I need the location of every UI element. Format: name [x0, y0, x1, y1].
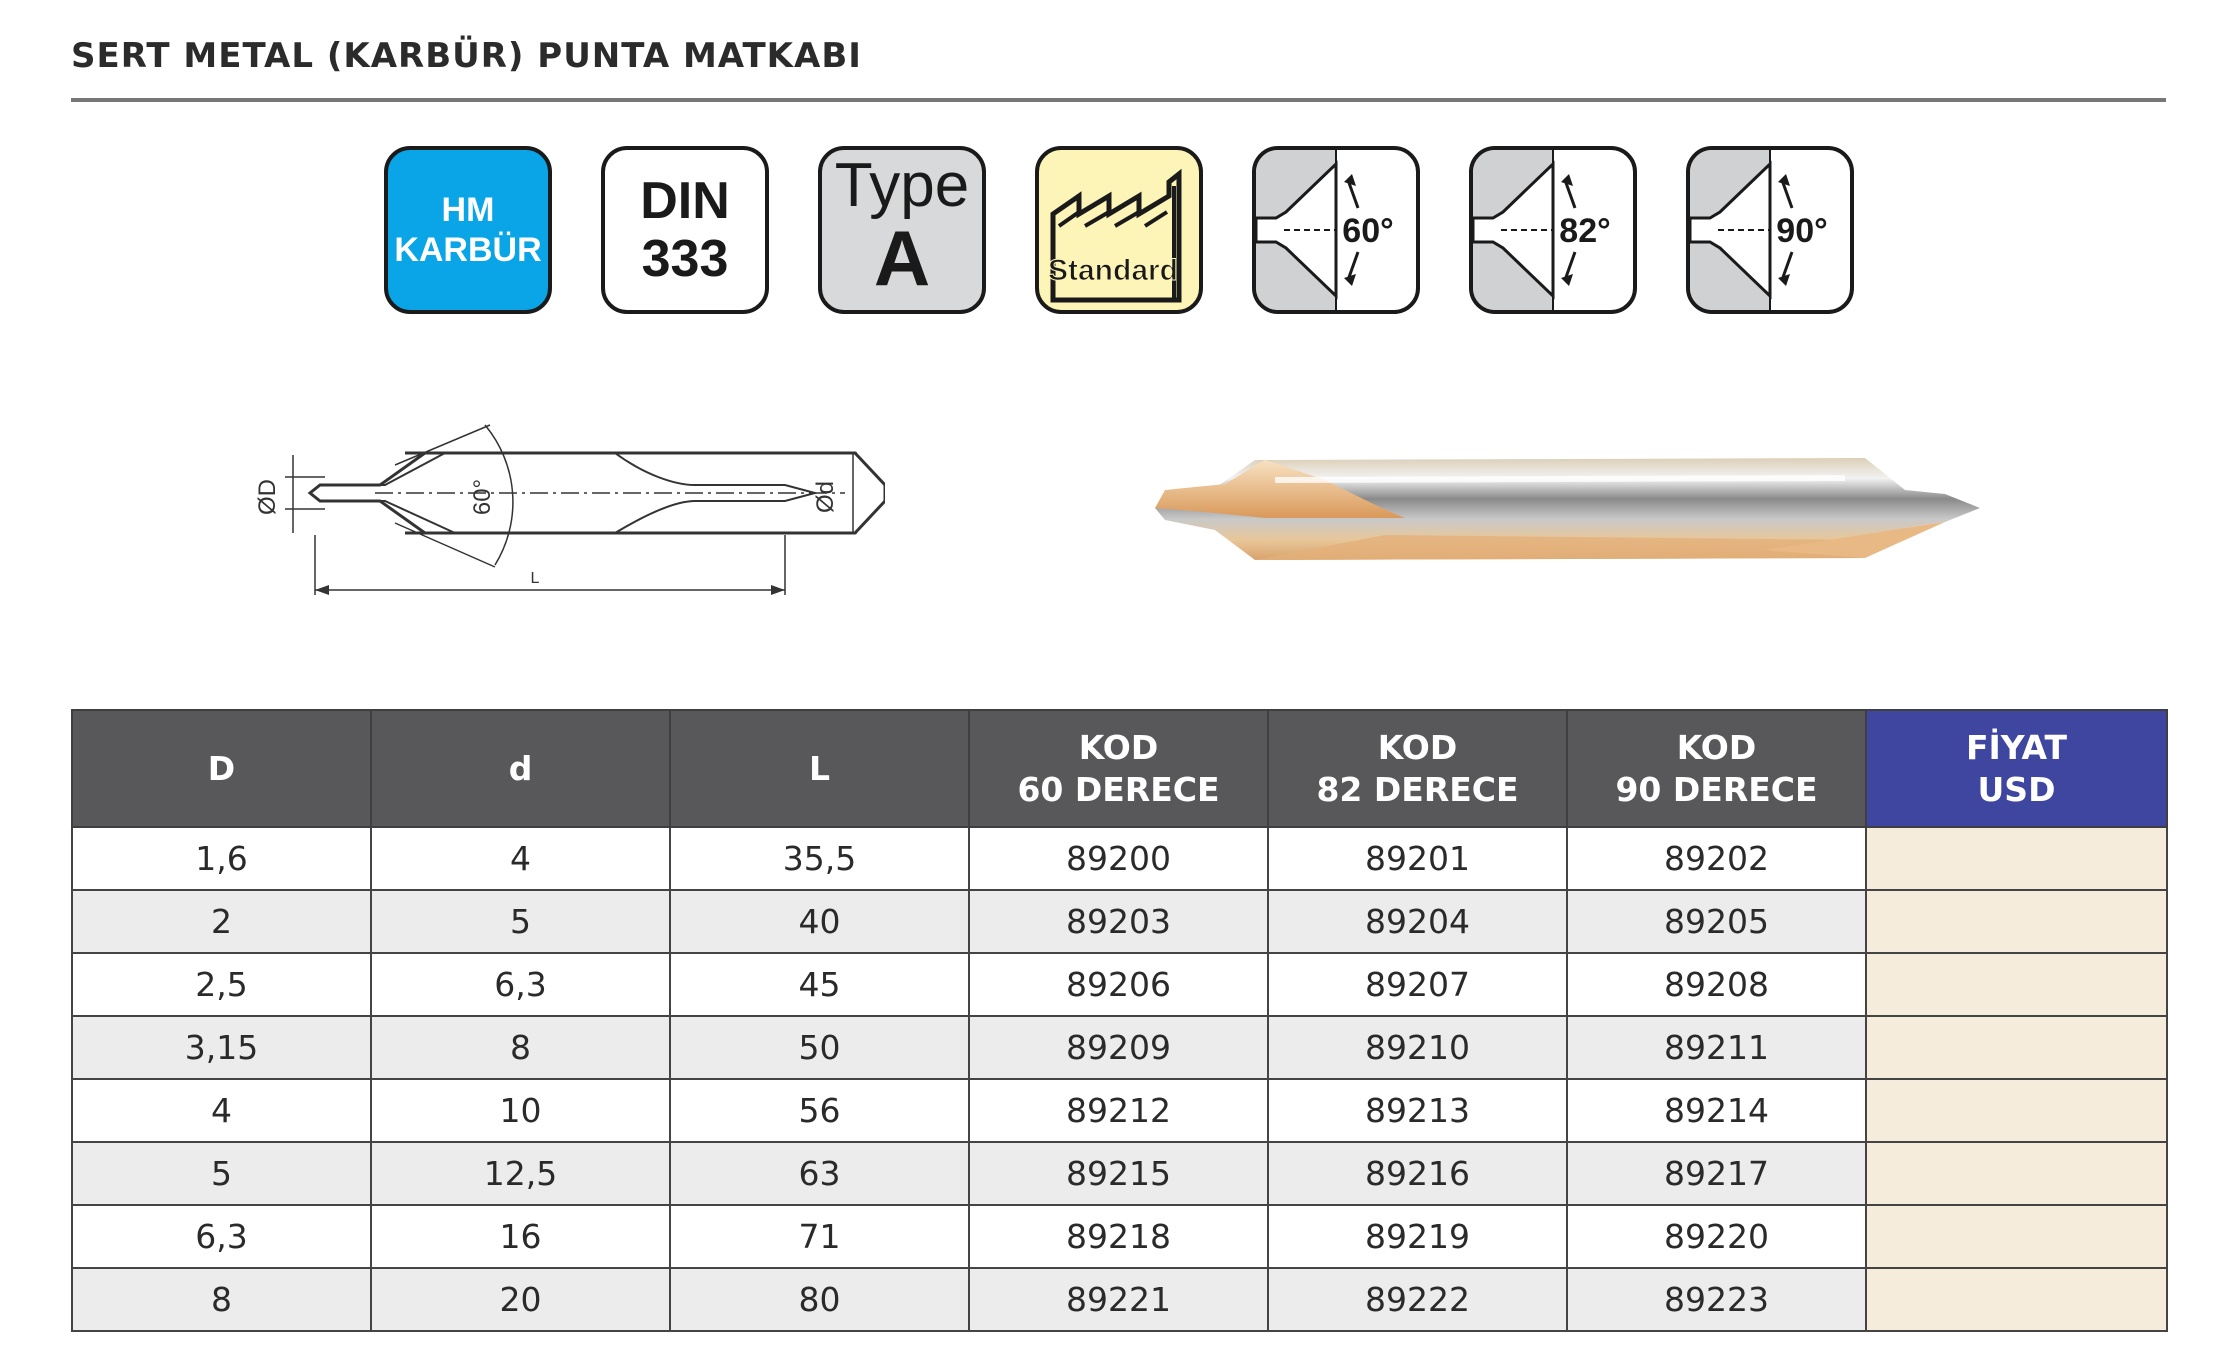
cell-D: 3,15	[72, 1016, 371, 1079]
product-photo	[1145, 440, 1995, 590]
drawing-label-angle: 60°	[469, 478, 496, 516]
standard-badge	[1035, 146, 1203, 314]
cell-kod-90: 89205	[1567, 890, 1866, 953]
countersink-90-icon	[1690, 150, 1850, 310]
table-row	[72, 1079, 2167, 1142]
header-D: D	[72, 710, 371, 827]
cell-kod-82: 89213	[1268, 1079, 1567, 1142]
angle-90-label: 90°	[1776, 212, 1828, 250]
cell-kod-60: 89212	[969, 1079, 1268, 1142]
cell-kod-82: 89201	[1268, 827, 1567, 890]
cell-price	[1866, 953, 2167, 1016]
factory-icon	[1039, 150, 1199, 310]
cell-price	[1866, 890, 2167, 953]
type-badge	[818, 146, 986, 314]
page-title: SERT METAL (KARBÜR) PUNTA MATKABI	[71, 36, 862, 76]
cell-D: 2	[72, 890, 371, 953]
cell-d: 16	[371, 1205, 670, 1268]
cell-price	[1866, 1079, 2167, 1142]
cell-D: 1,6	[72, 827, 371, 890]
table-row	[72, 890, 2167, 953]
hm-badge-line2: KARBÜR	[394, 231, 542, 269]
cell-D: 4	[72, 1079, 371, 1142]
cell-kod-90: 89220	[1567, 1205, 1866, 1268]
cell-price	[1866, 1205, 2167, 1268]
cell-kod-90: 89217	[1567, 1142, 1866, 1205]
header-kod-82: KOD 82 DERECE	[1268, 710, 1567, 827]
cell-d: 8	[371, 1016, 670, 1079]
cell-d: 10	[371, 1079, 670, 1142]
cell-d: 12,5	[371, 1142, 670, 1205]
angle-90-badge	[1686, 146, 1854, 314]
cell-kod-60: 89221	[969, 1268, 1268, 1331]
cell-L: 50	[670, 1016, 969, 1079]
angle-82-label: 82°	[1559, 212, 1611, 250]
type-badge-line1: Type	[834, 151, 970, 220]
header-price: FİYAT USD	[1866, 710, 2167, 827]
cell-kod-60: 89206	[969, 953, 1268, 1016]
cell-price	[1866, 1142, 2167, 1205]
cell-kod-90: 89202	[1567, 827, 1866, 890]
cell-kod-90: 89208	[1567, 953, 1866, 1016]
cell-D: 2,5	[72, 953, 371, 1016]
cell-L: 45	[670, 953, 969, 1016]
cell-d: 4	[371, 827, 670, 890]
cell-kod-90: 89211	[1567, 1016, 1866, 1079]
cell-kod-82: 89222	[1268, 1268, 1567, 1331]
cell-kod-60: 89218	[969, 1205, 1268, 1268]
angle-60-badge	[1252, 146, 1420, 314]
table-row	[72, 1205, 2167, 1268]
din-badge-line2: 333	[641, 230, 729, 288]
cell-kod-90: 89223	[1567, 1268, 1866, 1331]
type-badge-line2: A	[873, 214, 931, 302]
cell-kod-82: 89216	[1268, 1142, 1567, 1205]
cell-D: 6,3	[72, 1205, 371, 1268]
cell-kod-60: 89209	[969, 1016, 1268, 1079]
spec-table	[71, 709, 2168, 1332]
cell-kod-90: 89214	[1567, 1079, 1866, 1142]
cell-price	[1866, 827, 2167, 890]
standard-label: Standard	[1047, 254, 1179, 287]
cell-price	[1866, 1268, 2167, 1331]
hm-badge-line1: HM	[441, 191, 495, 229]
technical-drawing	[245, 405, 885, 625]
cell-price	[1866, 1016, 2167, 1079]
table-header-row	[72, 710, 2167, 827]
table-row	[72, 827, 2167, 890]
cell-kod-82: 89204	[1268, 890, 1567, 953]
angle-60-label: 60°	[1342, 212, 1394, 250]
table-row	[72, 1268, 2167, 1331]
angle-82-badge	[1469, 146, 1637, 314]
header-kod-90: KOD 90 DERECE	[1567, 710, 1866, 827]
drawing-label-d: Ød	[812, 480, 839, 514]
cell-d: 6,3	[371, 953, 670, 1016]
cell-L: 71	[670, 1205, 969, 1268]
countersink-60-icon	[1256, 150, 1416, 310]
table-row	[72, 1016, 2167, 1079]
table-row	[72, 1142, 2167, 1205]
cell-kod-60: 89200	[969, 827, 1268, 890]
header-d: d	[371, 710, 670, 827]
cell-kod-82: 89219	[1268, 1205, 1567, 1268]
cell-L: 35,5	[670, 827, 969, 890]
hm-carbide-badge	[384, 146, 552, 314]
title-divider	[71, 98, 2166, 102]
cell-L: 40	[670, 890, 969, 953]
cell-d: 5	[371, 890, 670, 953]
din-badge-line1: DIN	[640, 172, 730, 230]
table-row	[72, 953, 2167, 1016]
cell-kod-82: 89207	[1268, 953, 1567, 1016]
cell-D: 8	[72, 1268, 371, 1331]
cell-L: 80	[670, 1268, 969, 1331]
drawing-label-D: ØD	[254, 479, 281, 515]
cell-kod-60: 89215	[969, 1142, 1268, 1205]
cell-d: 20	[371, 1268, 670, 1331]
countersink-82-icon	[1473, 150, 1633, 310]
cell-L: 56	[670, 1079, 969, 1142]
cell-kod-82: 89210	[1268, 1016, 1567, 1079]
header-kod-60: KOD 60 DERECE	[969, 710, 1268, 827]
cell-L: 63	[670, 1142, 969, 1205]
header-L: L	[670, 710, 969, 827]
drawing-label-L: L	[530, 570, 540, 587]
cell-D: 5	[72, 1142, 371, 1205]
din-badge	[601, 146, 769, 314]
cell-kod-60: 89203	[969, 890, 1268, 953]
